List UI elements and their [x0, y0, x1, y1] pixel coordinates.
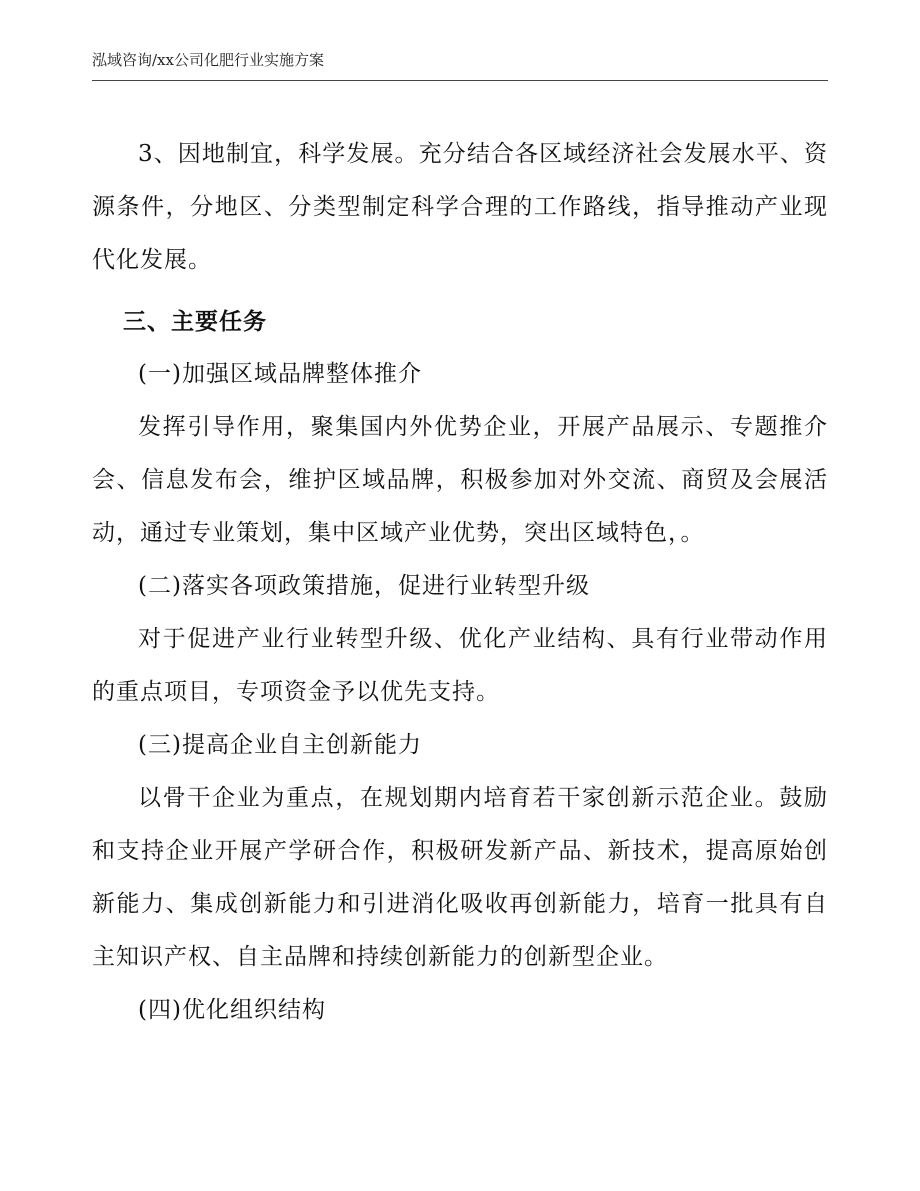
- document-body: [92, 128, 828, 1037]
- subsection-text-3: 以骨干企业为重点，在规划期内培育若干家创新示范企业。鼓励和支持企业开展产学研合作，积极研发新产品、新技术，提高原始创新能力、集成创新能力和引进消化吸收再创新能力，培育一批具有自主知识产权、自主品牌和持续创新能力的创新型企业。: [92, 785, 828, 970]
- subsection-text-2: 对于促进产业行业转型升级、优化产业结构、具有行业带动作用的重点项目，专项资金予以优先支持。: [92, 626, 828, 705]
- subsection-title-1: (一)加强区域品牌整体推介: [138, 361, 422, 387]
- header-divider: [92, 80, 828, 81]
- subsection-title-2: (二)落实各项政策措施，促进行业转型升级: [138, 573, 590, 599]
- subsection-text-1: 发挥引导作用，聚集国内外优势企业，开展产品展示、专题推介会、信息发布会，维护区域品牌，积极参加对外交流、商贸及会展活动，通过专业策划，集中区域产业优势，突出区域特色，。: [92, 414, 828, 546]
- subsection-title-4: (四)优化组织结构: [138, 997, 326, 1023]
- subsection-title-3: (三)提高企业自主创新能力: [138, 732, 422, 758]
- section-title: 三、主要任务: [123, 308, 267, 335]
- page-header: 泓域咨询/xx公司化肥行业实施方案: [92, 51, 324, 69]
- intro-paragraph: 3、因地制宜，科学发展。充分结合各区域经济社会发展水平、资源条件，分地区、分类型制定科学合理的工作路线，指导推动产业现代化发展。: [92, 141, 828, 273]
